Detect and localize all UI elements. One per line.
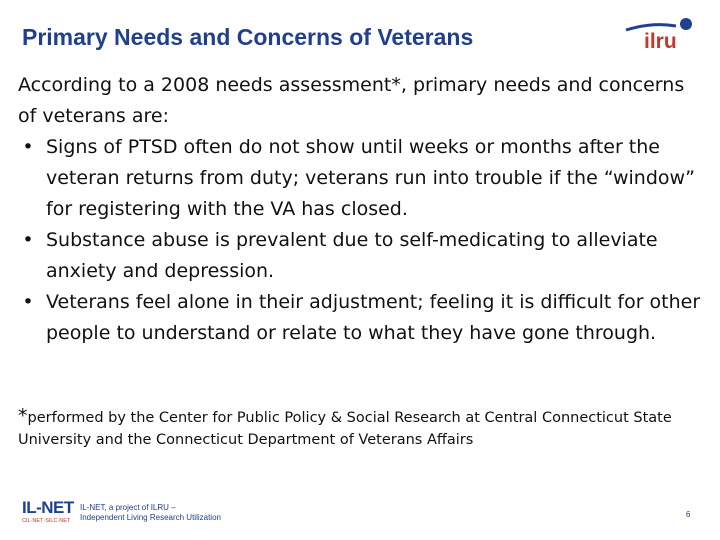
page-number: 6 [686, 510, 691, 519]
ilnet-tagline-line1: IL-NET, a project of ILRU – [80, 503, 176, 512]
ilnet-name: IL-NET [22, 498, 74, 517]
ilnet-logo [22, 498, 242, 528]
intro-text: According to a 2008 needs assessment*, primary needs and concerns of veterans are: [18, 74, 685, 127]
bullet-text: Substance abuse is prevalent due to self-medicating to alleviate anxiety and depression. [46, 229, 658, 282]
ilru-logo-text: ilru [644, 30, 677, 52]
bullet-marker: • [22, 291, 34, 313]
ilru-logo-graphic [622, 12, 698, 52]
ilru-logo [622, 12, 698, 52]
footnote [18, 405, 708, 451]
bullet-item [18, 225, 708, 287]
ilnet-tagline [80, 503, 221, 523]
ilnet-tagline-line2: Independent Living Research Utilization [80, 513, 221, 522]
bullet-item [18, 132, 708, 225]
footnote-marker: * [18, 405, 28, 427]
bullet-list [18, 132, 708, 349]
footnote-text: performed by the Center for Public Policy & Social Research at Central Connecticut State University and the Connecticut Department of Veterans Affairs [18, 410, 672, 448]
bullet-text: Veterans feel alone in their adjustment; feeling it is difficult for other people to understand or relate to what they have gone through. [46, 291, 701, 344]
bullet-item [18, 287, 708, 349]
bullet-marker: • [22, 229, 34, 251]
ilnet-mark [22, 498, 74, 528]
bullet-marker: • [22, 136, 34, 158]
body-text [18, 70, 708, 349]
ilnet-subtext: CIL·NET·SILC·NET [22, 518, 71, 524]
bullet-text: Signs of PTSD often do not show until weeks or months after the veteran returns from duty; veterans run into trouble if the “window” for registering with the VA has closed. [46, 136, 695, 220]
slide-title: Primary Needs and Concerns of Veterans [22, 24, 474, 50]
